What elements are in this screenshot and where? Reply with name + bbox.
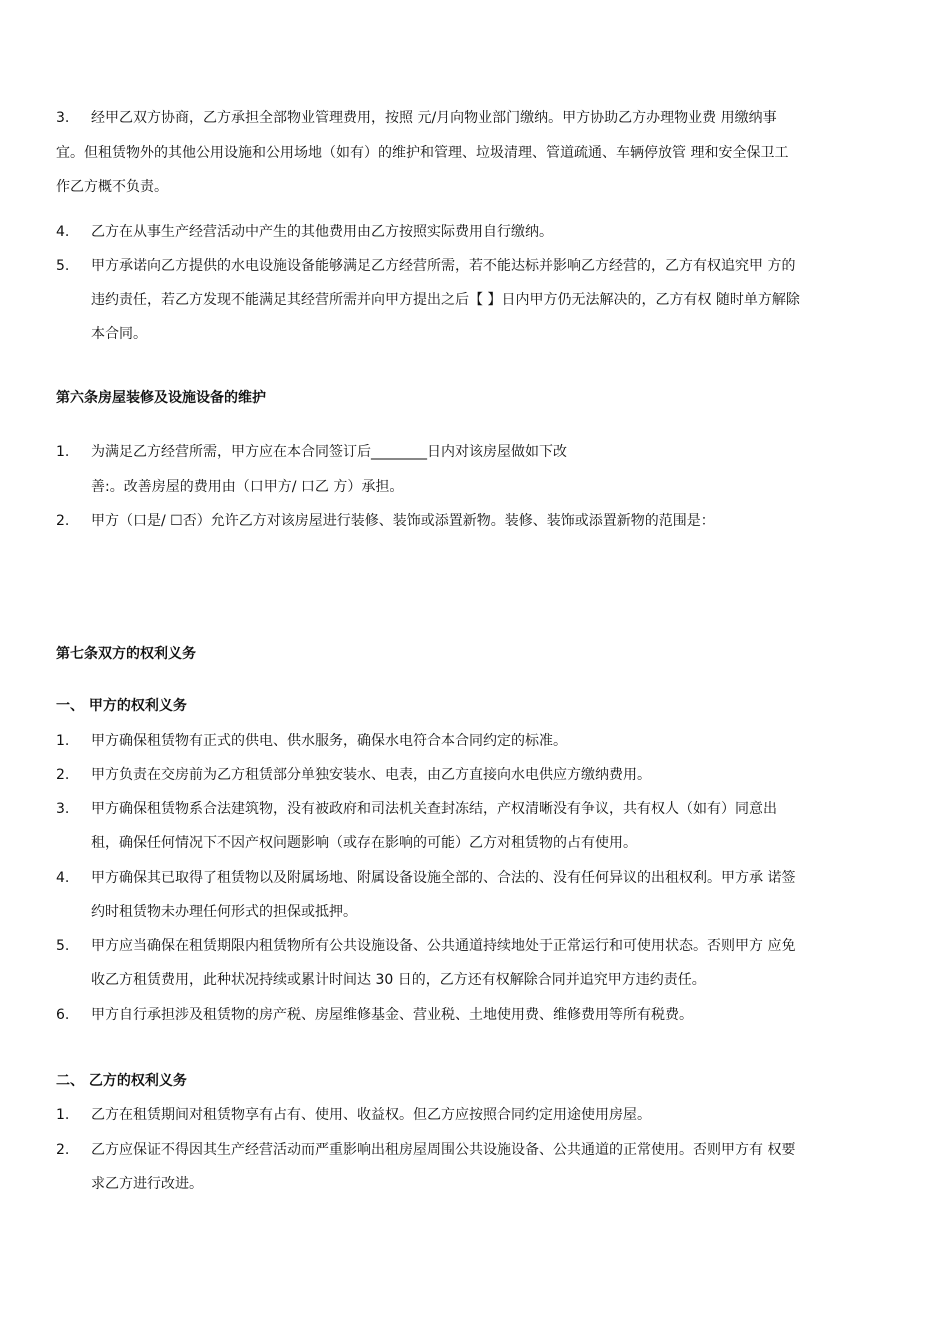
article-6-heading: 第六条房屋装修及设施设备的维护	[56, 390, 266, 406]
party-a-item-2-number: 2.	[56, 767, 70, 783]
item-5-number: 5.	[56, 258, 70, 274]
item-3-line-3: 作乙方概不负责。	[56, 179, 168, 195]
party-a-item-5-number: 5.	[56, 938, 70, 954]
party-a-item-4-line-1: 甲方确保其已取得了租赁物以及附属场地、附属设备设施全部的、合法的、没有任何异议的出租权利。甲方承 诺签	[91, 870, 796, 886]
party-a-item-1-number: 1.	[56, 733, 70, 749]
item-3-line-2: 宜。但租赁物外的其他公用设施和公用场地（如有）的维护和管理、垃圾清理、管道疏通、车辆停放管 理和安全保卫工	[56, 145, 789, 161]
item-4-line-1: 乙方在从事生产经营活动中产生的其他费用由乙方按照实际费用自行缴纳。	[91, 224, 553, 240]
party-a-item-3-line-1: 甲方确保租赁物系合法建筑物，没有被政府和司法机关查封冻结，产权清晰没有争议，共有权人（如有）同意出	[91, 801, 777, 817]
item-5-line-1: 甲方承诺向乙方提供的水电设施设备能够满足乙方经营所需，若不能达标并影响乙方经营的，乙方有权追究甲 方的	[91, 258, 796, 274]
party-a-item-6-number: 6.	[56, 1007, 70, 1023]
article-6-item-1-line-2: 善:。改善房屋的费用由（口甲方/ 口乙 方）承担。	[91, 479, 404, 495]
party-b-item-1-number: 1.	[56, 1107, 70, 1123]
party-a-item-4-line-2: 约时租赁物未办理任何形式的担保或抵押。	[91, 904, 357, 920]
party-a-heading: 一、 甲方的权利义务	[56, 698, 187, 714]
party-a-item-5-line-2: 收乙方租赁费用，此种状况持续或累计时间达 30 日的，乙方还有权解除合同并追究甲方违约责任。	[91, 972, 706, 988]
party-a-item-1-line-1: 甲方确保租赁物有正式的供电、供水服务，确保水电符合本合同约定的标准。	[91, 733, 567, 749]
item-5-line-2: 违约责任，若乙方发现不能满足其经营所需并向甲方提出之后【 】日内甲方仍无法解决的，乙方有权 随时单方解除	[91, 292, 800, 308]
item-4-number: 4.	[56, 224, 70, 240]
article-6-item-2-number: 2.	[56, 513, 70, 529]
party-a-item-4-number: 4.	[56, 870, 70, 886]
article-7-heading: 第七条双方的权利义务	[56, 646, 196, 662]
article-6-item-2-line-1: 甲方（口是/ ☐否）允许乙方对该房屋进行装修、装饰或添置新物。装修、装饰或添置新物的范围是：	[91, 513, 715, 529]
party-a-item-3-number: 3.	[56, 801, 70, 817]
party-a-item-3-line-2: 租，确保任何情况下不因产权问题影响（或存在影响的可能）乙方对租赁物的占有使用。	[91, 835, 637, 851]
party-b-item-2-line-1: 乙方应保证不得因其生产经营活动而严重影响出租房屋周围公共设施设备、公共通道的正常使用。否则甲方有 权要	[91, 1142, 796, 1158]
party-a-item-6-line-1: 甲方自行承担涉及租赁物的房产税、房屋维修基金、营业税、土地使用费、维修费用等所有税费。	[91, 1007, 693, 1023]
article-6-item-1-line-1: 为满足乙方经营所需，甲方应在本合同签订后________日内对该房屋做如下改	[91, 444, 567, 460]
party-b-item-2-number: 2.	[56, 1142, 70, 1158]
item-3-number: 3.	[56, 110, 70, 126]
party-b-item-2-line-2: 求乙方进行改进。	[91, 1176, 203, 1192]
item-5-line-3: 本合同。	[91, 326, 147, 342]
item-3-line-1: 经甲乙双方协商，乙方承担全部物业管理费用，按照 元/月向物业部门缴纳。甲方协助乙方办理物业费 用缴纳事	[91, 110, 777, 126]
party-b-heading: 二、 乙方的权利义务	[56, 1073, 187, 1089]
article-6-item-1-number: 1.	[56, 444, 70, 460]
party-a-item-5-line-1: 甲方应当确保在租赁期限内租赁物所有公共设施设备、公共通道持续地处于正常运行和可使用状态。否则甲方 应免	[91, 938, 796, 954]
party-a-item-2-line-1: 甲方负责在交房前为乙方租赁部分单独安装水、电表，由乙方直接向水电供应方缴纳费用。	[91, 767, 651, 783]
party-b-item-1-line-1: 乙方在租赁期间对租赁物享有占有、使用、收益权。但乙方应按照合同约定用途使用房屋。	[91, 1107, 651, 1123]
